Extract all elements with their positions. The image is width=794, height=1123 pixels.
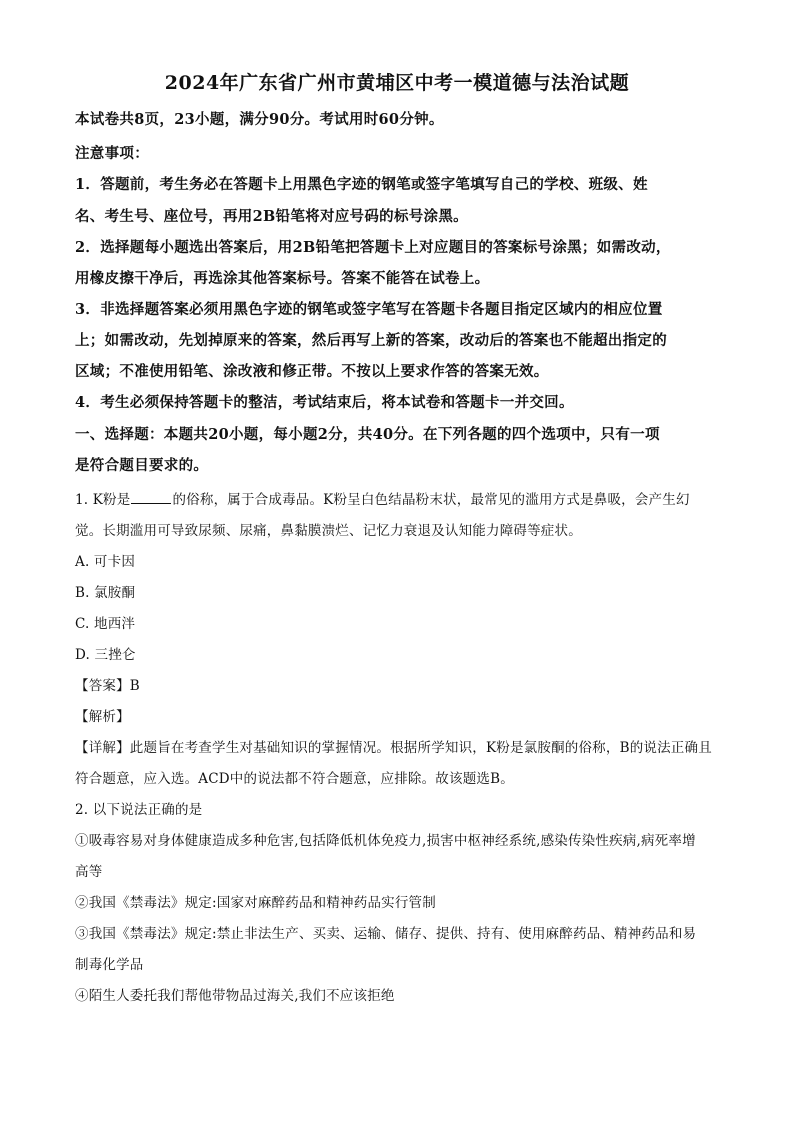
q2-item: ②我国《禁毒法》规定:国家对麻醉药品和精神药品实行管制 — [75, 895, 436, 911]
q1-detail: 【详解】此题旨在考查学生对基础知识的掌握情况。根据所学知识，K粉是氯胺酮的俗称，B的说法正确且 — [75, 740, 712, 756]
q1-option-d: D. 三挫仑 — [75, 647, 136, 663]
q1-analysis-label: 【解析】 — [75, 709, 130, 725]
section-heading: 一、选择题：本题共20小题，每小题2分，共40分。在下列各题的四个选项中，只有一项 — [75, 426, 660, 443]
answer-blank — [131, 491, 171, 504]
notice-line: 4．考生必须保持答题卡的整洁，考试结束后，将本试卷和答题卡一并交回。 — [75, 394, 574, 411]
q2-item: ①吸毒容易对身体健康造成多种危害,包括降低机体免疫力,损害中枢神经系统,感染传染性疾病,病死率增 — [75, 833, 696, 849]
q1-option-b: B. 氯胺酮 — [75, 585, 136, 601]
q1-stem-cont: 觉。长期滥用可导致尿频、尿痛，鼻黏膜溃烂、记忆力衰退及认知能力障碍等症状。 — [75, 523, 582, 539]
q1-option-a: A. 可卡因 — [75, 554, 136, 570]
q2-item-cont: 制毒化学品 — [75, 957, 144, 973]
section-heading-cont: 是符合题目要求的。 — [75, 457, 209, 474]
q1-detail-cont: 符合题意，应入选。ACD中的说法都不符合题意，应排除。故该题选B。 — [75, 771, 514, 787]
notice-heading: 注意事项： — [75, 145, 149, 162]
exam-title: 2024年广东省广州市黄埔区中考一模道德与法治试题 — [164, 72, 630, 94]
notice-line: 3．非选择题答案必须用黑色字迹的钢笔或签字笔写在答题卡各题目指定区域内的相应位置 — [75, 301, 663, 318]
q2-stem: 2. 以下说法正确的是 — [75, 802, 203, 818]
exam-intro: 本试卷共8页，23小题，满分90分。考试用时60分钟。 — [75, 111, 444, 128]
notice-line: 区域；不准使用铅笔、涂改液和修正带。不按以上要求作答的答案无效。 — [75, 363, 549, 380]
notice-line: 1．答题前，考生务必在答题卡上用黑色字迹的钢笔或签字笔填写自己的学校、班级、姓 — [75, 176, 648, 193]
q1-stem: 1. K粉是 的俗称，属于合成毒品。K粉呈白色结晶粉末状，最常见的滥用方式是鼻吸，会产生幻 — [75, 492, 690, 508]
q2-item: ③我国《禁毒法》规定:禁止非法生产、买卖、运输、储存、提供、持有、使用麻醉药品、精神药品和易 — [75, 926, 697, 942]
q2-item-cont: 高等 — [75, 864, 103, 880]
notice-line: 名、考生号、座位号，再用2B铅笔将对应号码的标号涂黑。 — [75, 208, 468, 225]
notice-line: 2．选择题每小题选出答案后，用2B铅笔把答题卡上对应题目的答案标号涂黑；如需改动， — [75, 239, 671, 256]
notice-line: 上；如需改动，先划掉原来的答案，然后再写上新的答案，改动后的答案也不能超出指定的 — [75, 332, 667, 349]
q1-answer: 【答案】B — [75, 678, 140, 694]
q1-option-c: C. 地西泮 — [75, 616, 136, 632]
q2-item: ④陌生人委托我们帮他带物品过海关,我们不应该拒绝 — [75, 988, 395, 1004]
notice-line: 用橡皮擦干净后，再选涂其他答案标号。答案不能答在试卷上。 — [75, 270, 490, 287]
